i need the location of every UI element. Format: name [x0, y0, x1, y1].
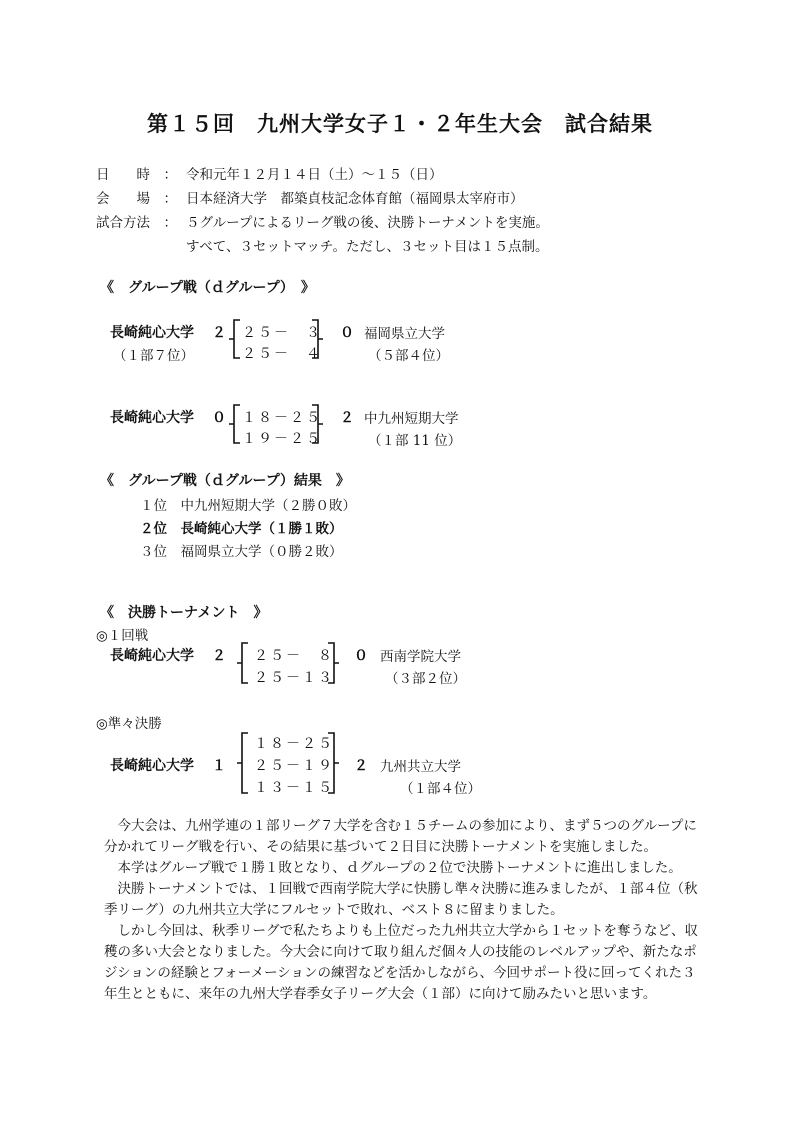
- results-heading: 《 グループ戦（ｄグループ）結果 》: [100, 473, 350, 489]
- summary-text: [104, 816, 704, 1005]
- round1-team-sets: ２: [212, 648, 226, 664]
- result-rank-2: ２位 長崎純心大学（１勝１敗）: [140, 521, 343, 537]
- match1-opponent: 福岡県立大学: [364, 326, 445, 342]
- match2-team: 長崎純心大学: [110, 410, 194, 426]
- match2-left-bracket: [228, 403, 242, 445]
- match1-team: 長崎純心大学: [110, 325, 194, 341]
- summary-paragraph-3: 決勝トーナメントでは、１回戦で西南学院大学に快勝し準々決勝に進みましたが、１部４位（秋季リーグ）の九州共立大学にフルセットで敗れ、ベスト８に留まりました。: [104, 881, 698, 918]
- info-date-label: 日 時 ：: [96, 167, 177, 183]
- summary-paragraph-1: 今大会は、九州学連の１部リーグ７大学を含む１５チームの参加により、まず５つのグループに分かれてリーグ戦を行い、その結果に基づいて２日目に決勝トーナメントを実施しました。: [104, 818, 697, 855]
- quarter-opponent: 九州共立大学: [380, 759, 461, 775]
- match2-opp-rank: （１部 11 位）: [368, 433, 462, 449]
- quarter-right-bracket: [326, 731, 340, 795]
- quarter-opp-rank: （１部４位）: [400, 781, 481, 797]
- match2-right-bracket: [310, 403, 324, 445]
- summary-paragraph-2: 本学はグループ戦で１勝１敗となり、ｄグループの２位で決勝トーナメントに進出しました。: [117, 860, 682, 876]
- result-rank-3: ３位 福岡県立大学（０勝２敗）: [140, 544, 343, 560]
- round1-right-bracket: [326, 641, 340, 685]
- round1-score-2: ２５－１３: [254, 670, 334, 686]
- round1-left-bracket: [236, 641, 250, 685]
- match1-team-sets: ２: [212, 325, 226, 341]
- round1-team: 長崎純心大学: [110, 648, 194, 664]
- quarter-label: ◎準々決勝: [96, 716, 162, 732]
- match1-score-2: ２５－ ４: [242, 346, 322, 362]
- info-method-value: ５グループによるリーグ戦の後、決勝トーナメントを実施。: [186, 215, 549, 231]
- quarter-team: 長崎純心大学: [110, 758, 194, 774]
- round1-opp-rank: （３部２位）: [385, 671, 466, 687]
- match2-score-1: １８－２５: [242, 410, 322, 426]
- info-method-label: 試合方法 ：: [96, 215, 177, 231]
- info-venue-label: 会 場 ：: [96, 191, 177, 207]
- match1-right-bracket: [310, 318, 324, 360]
- quarter-opp-sets: ２: [354, 758, 368, 774]
- match2-opp-sets: ２: [340, 410, 354, 426]
- group-heading: 《 グループ戦（ｄグループ） 》: [100, 280, 315, 296]
- page-title: 第１５回 九州大学女子１・２年生大会 試合結果: [147, 112, 653, 136]
- round1-score-1: ２５－ ８: [254, 648, 334, 664]
- quarter-score-1: １８－２５: [254, 736, 334, 752]
- round1-opp-sets: ０: [354, 648, 368, 664]
- info-method-note: すべて、３セットマッチ。ただし、３セット目は１５点制。: [186, 239, 549, 255]
- summary-paragraph-4: しかし今回は、秋季リーグで私たちよりも上位だった九州共立大学から１セットを奪うなど、収穫の多い大会となりました。今大会に向けて取り組んだ個々人の技能のレベルアップや、新たなポジションの経験とフォーメーションの練習などを活かしながら、今回サポート役に回ってくれた３年生とともに、来年の九州大学春季女子リーグ大会（１部）に向けて励みたいと思います。: [104, 923, 698, 1002]
- quarter-score-2: ２５－１９: [254, 758, 334, 774]
- quarter-score-3: １３－１５: [254, 780, 334, 796]
- match1-score-1: ２５－ ３: [242, 325, 322, 341]
- info-date-value: 令和元年１２月１４日（土）～１５（日）: [186, 167, 443, 183]
- match2-opponent: 中九州短期大学: [364, 411, 459, 427]
- match1-opp-sets: ０: [340, 325, 354, 341]
- result-rank-1: １位 中九州短期大学（２勝０敗）: [140, 498, 356, 514]
- match2-score-2: １９－２５: [242, 431, 322, 447]
- quarter-team-sets: １: [212, 758, 226, 774]
- match1-left-bracket: [228, 318, 242, 360]
- match1-team-rank: （１部７位）: [113, 348, 194, 364]
- match1-opp-rank: （５部４位）: [368, 348, 449, 364]
- match2-team-sets: ０: [212, 410, 226, 426]
- tournament-heading: 《 決勝トーナメント 》: [100, 605, 268, 621]
- round1-opponent: 西南学院大学: [380, 649, 461, 665]
- info-venue-value: 日本経済大学 都築貞枝記念体育館（福岡県太宰府市）: [186, 191, 524, 207]
- quarter-left-bracket: [236, 731, 250, 795]
- round1-label: ◎１回戦: [96, 628, 149, 644]
